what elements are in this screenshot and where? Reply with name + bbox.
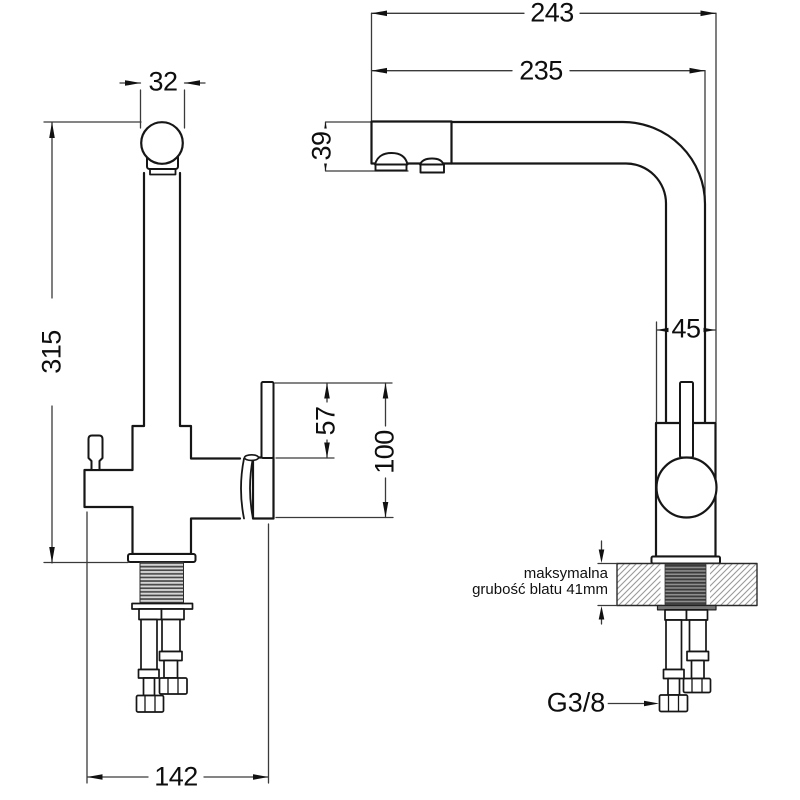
- dim-spout-head-height-label: 39: [309, 128, 336, 163]
- spout-ball: [141, 122, 183, 164]
- countertop-note-line1: maksymalna: [523, 565, 608, 582]
- dim-spout-knob-width-label: 32: [145, 69, 180, 96]
- mixer-handle-side: [680, 382, 693, 458]
- dim-total-reach-label: 243: [527, 0, 577, 27]
- mixer-handle: [262, 382, 274, 458]
- threaded-shank: [140, 562, 184, 603]
- front-view: [85, 122, 274, 712]
- aerator: [376, 165, 407, 171]
- threaded-shank-side: [665, 564, 706, 604]
- side-view: [372, 122, 758, 712]
- dim-body-width-label: 45: [668, 316, 703, 343]
- dim-outlet-height-label: 57: [313, 403, 340, 438]
- countertop-thickness-note: [448, 566, 608, 597]
- countertop-section: [598, 564, 757, 606]
- supply-hoses-side: [660, 620, 711, 712]
- body-joint: [657, 458, 717, 518]
- countertop-note-line2: grubość blatu 41mm: [472, 580, 608, 598]
- filter-lever: [89, 436, 103, 471]
- dim-mounting-width-label: 142: [151, 764, 201, 791]
- dim-spout-reach-label: 235: [516, 58, 566, 85]
- dim-outlet-total-height-label: 100: [372, 427, 399, 477]
- thread-size-label: G3/8: [546, 687, 606, 718]
- supply-hoses-front: [137, 620, 188, 713]
- dim-total-height-label: 315: [39, 327, 66, 377]
